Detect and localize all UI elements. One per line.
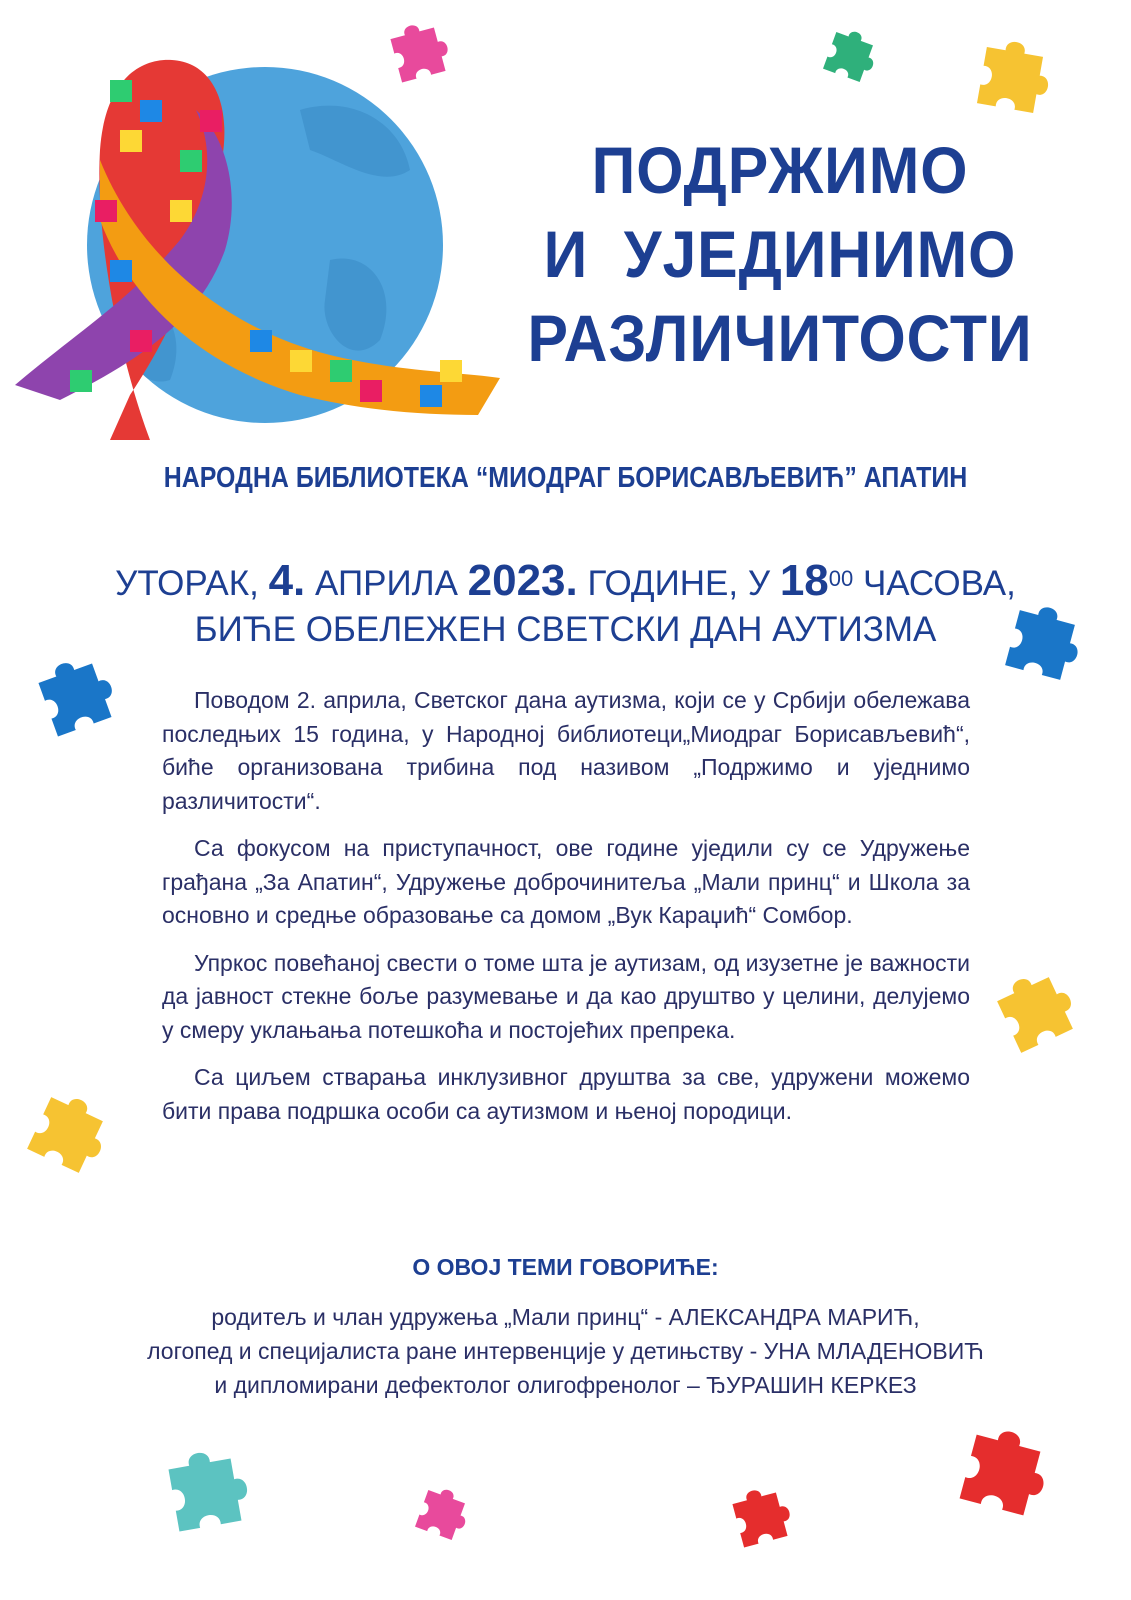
puzzle-piece-icon [730, 1483, 795, 1548]
paragraph: Са фокусом на приступачност, ове године уједили су се Удружење грађана „За Апатин“, Удружење доброчинитеља „Мали принц“ и Школа за основно и средње образовање са домом „Вук Караџић“ Сомбор. [162, 835, 970, 928]
puzzle-piece-icon [977, 37, 1055, 115]
puzzle-piece-icon [415, 1484, 474, 1543]
paragraph: Са циљем стварања инклузивног друштва за све, удружени можемо бити права подршка особи са аутизмом и њеној породици. [162, 1064, 970, 1124]
speaker-line: и дипломирани дефектолог олигофренолог – ЂУРАШИН КЕРКЕЗ [214, 1372, 917, 1398]
event-date [0, 558, 1131, 653]
title-line: РАЗЛИЧИТОСТИ [527, 301, 1033, 375]
event-date-num: 4. [268, 556, 306, 605]
body-text [162, 684, 970, 1142]
paragraph: Упркос повећаној свести о томе шта је аутизам, од изузетне је важности да јавност стекне боље разумевање и да као друштво у целини, делујемо у смеру уклањања потешкоћа и постојећих препрека. [162, 949, 970, 1043]
event-hour: 18 [779, 556, 829, 605]
event-day: УТОРАК, [115, 564, 269, 603]
puzzle-piece-icon [35, 651, 121, 737]
speakers-title: О ОВОЈ ТЕМИ ГОВОРИЋЕ: [412, 1254, 719, 1280]
paragraph: Поводом 2. априла, Светског дана аутизма, који се у Србији обележава последњих 15 година, у Народној библиотеци„Миодраг Борисављевић“, биће организована трибина под називом „Подржимо и уједнимо различитости“. [162, 687, 970, 814]
puzzle-piece-icon [993, 964, 1082, 1053]
speaker-line: логопед и специјалиста ране интервенције у детињству - УНА МЛАДЕНОВИЋ [147, 1338, 984, 1364]
event-casova: ЧАСОВА, [853, 564, 1016, 603]
speaker-line: родитељ и члан удружења „Мали принц“ - АЛЕКСАНДРА МАРИЋ, [211, 1304, 920, 1330]
title-line: ПОДРЖИМО [591, 133, 969, 207]
event-subline: БИЋЕ ОБЕЛЕЖЕН СВЕТСКИ ДАН АУТИЗМА [194, 610, 937, 649]
event-minutes: 00 [828, 566, 854, 591]
event-year: 2023. [467, 556, 578, 605]
puzzle-piece-icon [960, 1423, 1055, 1518]
library-name: НАРОДНА БИБЛИОТЕКА “МИОДРАГ БОРИСАВЉЕВИЋ” АПАТИН [163, 462, 968, 494]
puzzle-piece-icon [27, 1088, 116, 1177]
poster-title [504, 128, 1056, 380]
title-line: И УЈЕДИНИМО [543, 217, 1017, 291]
speakers-list [0, 1300, 1131, 1402]
event-month: АПРИЛА [305, 564, 468, 603]
puzzle-piece-icon [388, 18, 453, 83]
puzzle-piece-icon [823, 26, 882, 85]
puzzle-piece-icon [167, 1446, 253, 1532]
event-godine: ГОДИНЕ, У [577, 564, 780, 603]
